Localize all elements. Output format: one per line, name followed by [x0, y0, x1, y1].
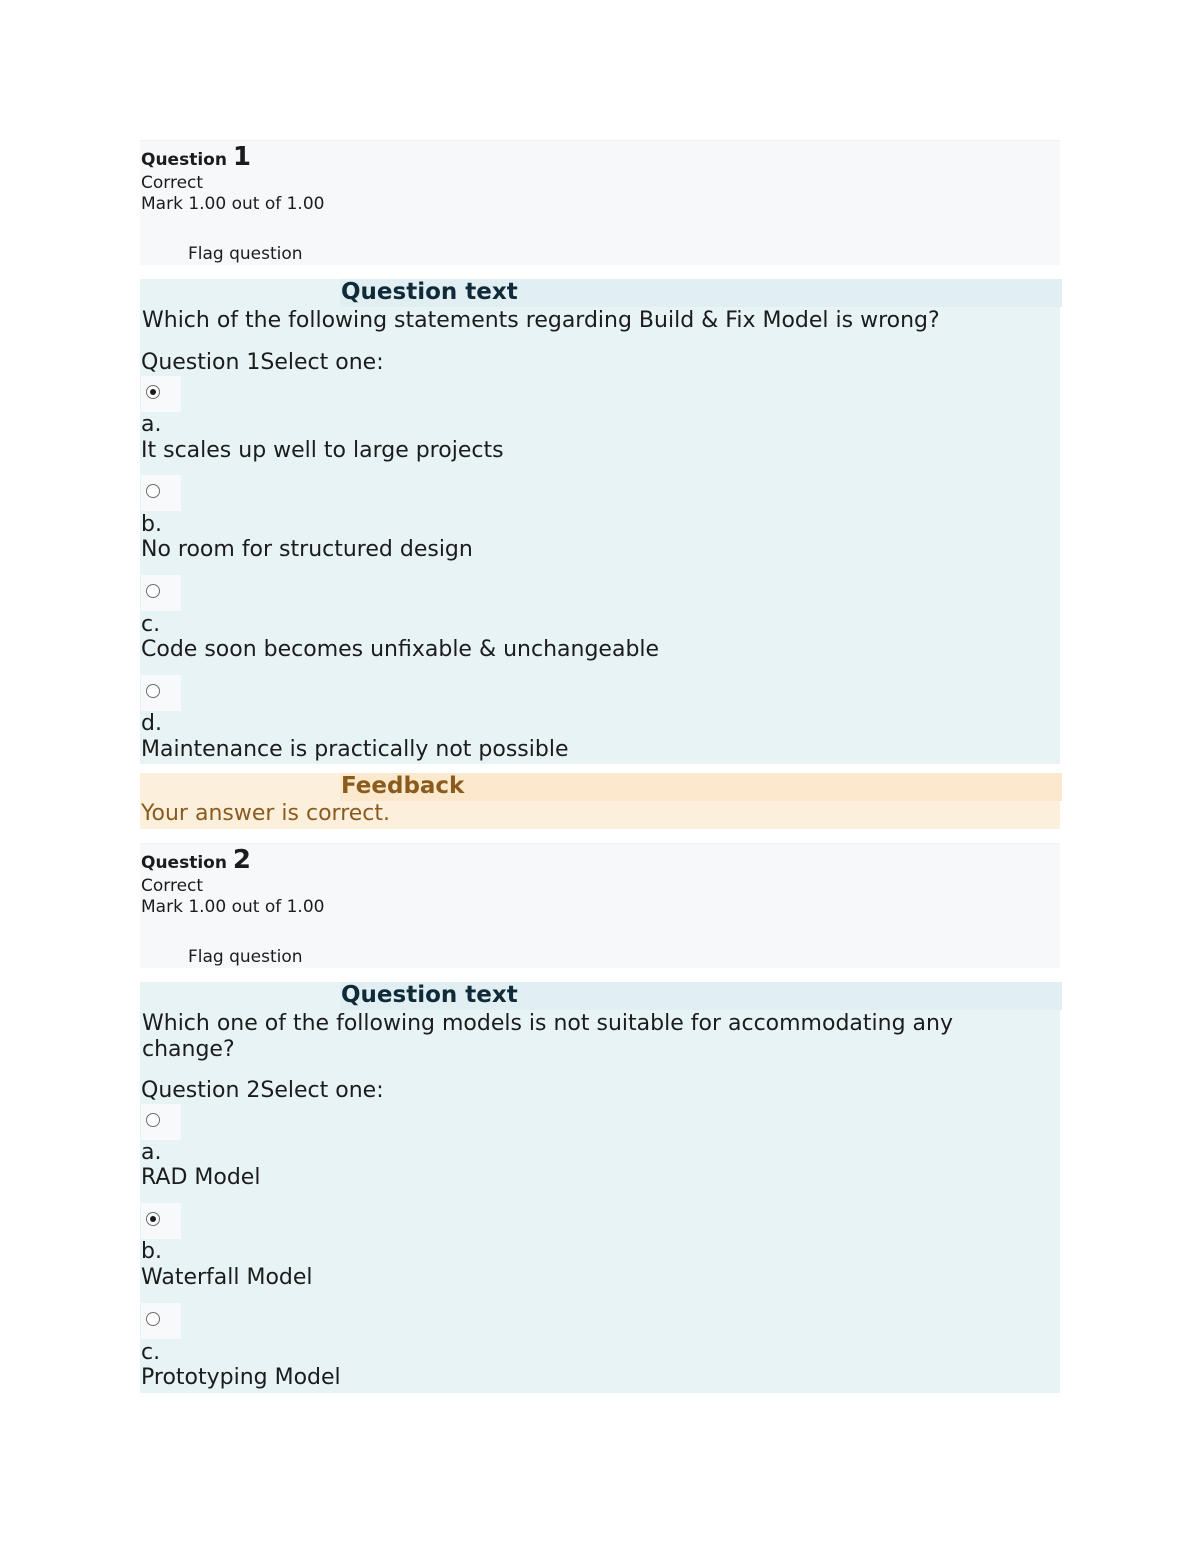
- option-c-letter: c.: [141, 1340, 161, 1365]
- question-1-info: [140, 140, 1060, 265]
- option-b-radio-box[interactable]: [141, 1203, 181, 1239]
- option-c-letter: c.: [141, 612, 161, 637]
- question-label: Question: [141, 853, 227, 873]
- flag-question-link[interactable]: Flag question: [188, 947, 303, 967]
- question-grade: Mark 1.00 out of 1.00: [141, 897, 325, 917]
- question-state: Correct: [141, 876, 204, 896]
- option-c-text[interactable]: Prototyping Model: [141, 1365, 341, 1390]
- option-b-letter: b.: [141, 1239, 162, 1264]
- feedback-message: Your answer is correct.: [141, 801, 391, 826]
- option-b-letter: b.: [141, 512, 162, 537]
- question-grade: Mark 1.00 out of 1.00: [141, 194, 325, 214]
- option-c-radio-box[interactable]: [141, 1303, 181, 1339]
- question-2-number: [141, 845, 251, 875]
- option-b-radio[interactable]: [146, 1212, 160, 1226]
- question-text: Which of the following statements regarding Build & Fix Model is wrong?: [142, 308, 940, 333]
- select-prompt: Question 1Select one:: [141, 350, 384, 375]
- question-1-formulation: [140, 279, 1060, 764]
- feedback-header: Feedback: [340, 773, 1062, 801]
- option-b-text[interactable]: Waterfall Model: [141, 1265, 313, 1290]
- option-c-text[interactable]: Code soon becomes unfixable & unchangeable: [141, 637, 660, 662]
- question-number: 2: [232, 845, 251, 875]
- option-a-text[interactable]: RAD Model: [141, 1165, 261, 1190]
- question-1-feedback: [140, 773, 1060, 829]
- question-label: Question: [141, 150, 227, 170]
- option-b-radio[interactable]: [146, 484, 160, 498]
- question-text-header: Question text: [340, 982, 1062, 1010]
- question-text-header: Question text: [340, 279, 1062, 307]
- option-c-radio-box[interactable]: [141, 575, 181, 611]
- option-b-radio-box[interactable]: [141, 475, 181, 511]
- option-a-radio-box[interactable]: [141, 1104, 181, 1140]
- option-d-letter: d.: [141, 711, 162, 736]
- question-text: Which one of the following models is not suitable for accommodating any change?: [142, 1011, 953, 1062]
- option-a-letter: a.: [141, 412, 162, 437]
- flag-question-link[interactable]: Flag question: [188, 244, 303, 264]
- option-c-radio[interactable]: [146, 584, 160, 598]
- option-c-radio[interactable]: [146, 1312, 160, 1326]
- option-b-text[interactable]: No room for structured design: [141, 537, 473, 562]
- option-a-radio-box[interactable]: [141, 376, 181, 412]
- question-1-number: [141, 142, 251, 172]
- select-prompt: Question 2Select one:: [141, 1078, 384, 1103]
- question-state: Correct: [141, 173, 204, 193]
- option-a-radio[interactable]: [146, 1113, 160, 1127]
- option-d-radio-box[interactable]: [141, 675, 181, 711]
- option-d-radio[interactable]: [146, 684, 160, 698]
- option-a-radio[interactable]: [146, 385, 160, 399]
- option-a-letter: a.: [141, 1140, 162, 1165]
- question-2-formulation: [140, 982, 1060, 1393]
- option-a-text[interactable]: It scales up well to large projects: [141, 438, 504, 463]
- option-d-text[interactable]: Maintenance is practically not possible: [141, 737, 569, 762]
- question-number: 1: [232, 142, 251, 172]
- question-2-info: [140, 843, 1060, 968]
